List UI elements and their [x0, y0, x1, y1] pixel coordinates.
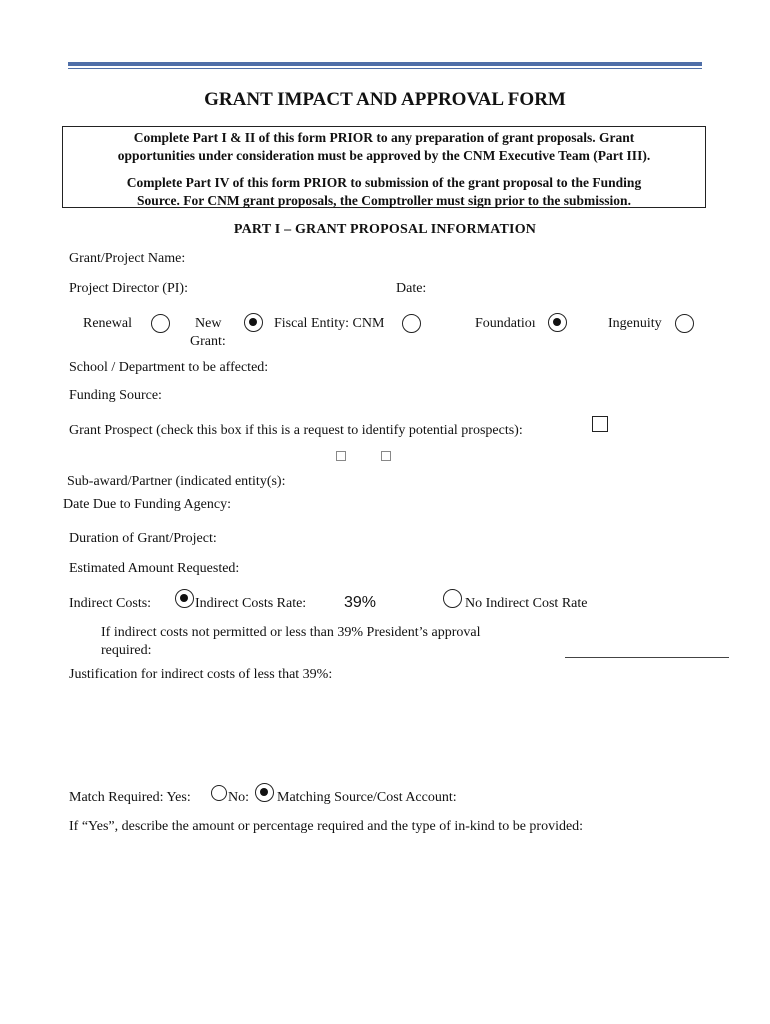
match-no-label: No: — [228, 790, 249, 805]
no-indirect-cost-rate-radio[interactable] — [443, 589, 462, 608]
header-rule-thick — [68, 62, 702, 66]
new-grant-label-2: Grant: — [190, 334, 226, 349]
indirect-costs-rate-label: Indirect Costs Rate: — [195, 596, 307, 611]
match-required-yes-label: Match Required: Yes: — [69, 790, 191, 805]
notice-line-2: opportunities under consideration must be approved by the CNM Executive Team (Part III). — [117, 148, 651, 163]
date-due-label: Date Due to Funding Agency: — [63, 497, 231, 512]
renewal-label: Renewal — [83, 316, 132, 331]
matching-source-label: Matching Source/Cost Account: — [277, 790, 457, 805]
date-label: Date: — [396, 281, 427, 296]
justification-label: Justification for indirect costs of less that 39%: — [69, 667, 333, 682]
header-rule-thin — [68, 68, 702, 69]
estimated-amount-label: Estimated Amount Requested: — [69, 561, 240, 576]
no-indirect-cost-rate-label: No Indirect Cost Rate — [465, 596, 588, 611]
indirect-note-line-1: If indirect costs not permitted or less than 39% President’s approval — [101, 625, 481, 640]
duration-label: Duration of Grant/Project: — [69, 531, 217, 546]
ingenuity-radio[interactable] — [675, 314, 694, 333]
president-approval-line[interactable] — [565, 657, 729, 658]
notice-line-3: Complete Part IV of this form PRIOR to submission of the grant proposal to the Funding — [126, 175, 642, 190]
instructions-box — [62, 126, 706, 208]
notice-line-4: Source. For CNM grant proposals, the Comptroller must sign prior to the submission. — [137, 193, 631, 208]
indirect-note-line-2: required: — [101, 643, 152, 658]
fiscal-entity-cnm-label: Fiscal Entity: CNM — [274, 316, 385, 331]
project-director-label: Project Director (PI): — [69, 281, 188, 296]
new-grant-label-1: New — [195, 316, 222, 331]
ingenuity-label: Ingenuity — [608, 316, 662, 331]
notice-line-1: Complete Part I & II of this form PRIOR to any preparation of grant proposals. Grant — [133, 130, 635, 145]
foundation-label: Foundatioı — [475, 316, 536, 331]
if-yes-describe-label: If “Yes”, describe the amount or percentage required and the type of in-kind to be provided: — [69, 819, 584, 834]
school-department-label: School / Department to be affected: — [69, 360, 269, 375]
small-checkbox-1[interactable] — [336, 451, 346, 461]
new-grant-radio[interactable] — [244, 313, 263, 332]
part1-heading: PART I – GRANT PROPOSAL INFORMATION — [233, 222, 537, 237]
indirect-costs-rate-radio[interactable] — [175, 589, 194, 608]
grant-prospect-checkbox[interactable] — [592, 416, 608, 432]
match-no-radio[interactable] — [255, 783, 274, 802]
grant-prospect-label: Grant Prospect (check this box if this is a request to identify potential prospects): — [69, 423, 523, 438]
indirect-costs-label: Indirect Costs: — [69, 596, 152, 611]
renewal-radio[interactable] — [151, 314, 170, 333]
grant-project-name-label: Grant/Project Name: — [69, 251, 186, 266]
fiscal-entity-cnm-radio[interactable] — [402, 314, 421, 333]
foundation-radio[interactable] — [548, 313, 567, 332]
small-checkbox-2[interactable] — [381, 451, 391, 461]
indirect-rate-value[interactable]: 39% — [344, 594, 377, 611]
funding-source-label: Funding Source: — [69, 388, 162, 403]
match-yes-radio[interactable] — [211, 785, 227, 801]
subaward-partner-label: Sub-award/Partner (indicated entity(s): — [67, 474, 286, 489]
form-title: GRANT IMPACT AND APPROVAL FORM — [204, 89, 566, 110]
